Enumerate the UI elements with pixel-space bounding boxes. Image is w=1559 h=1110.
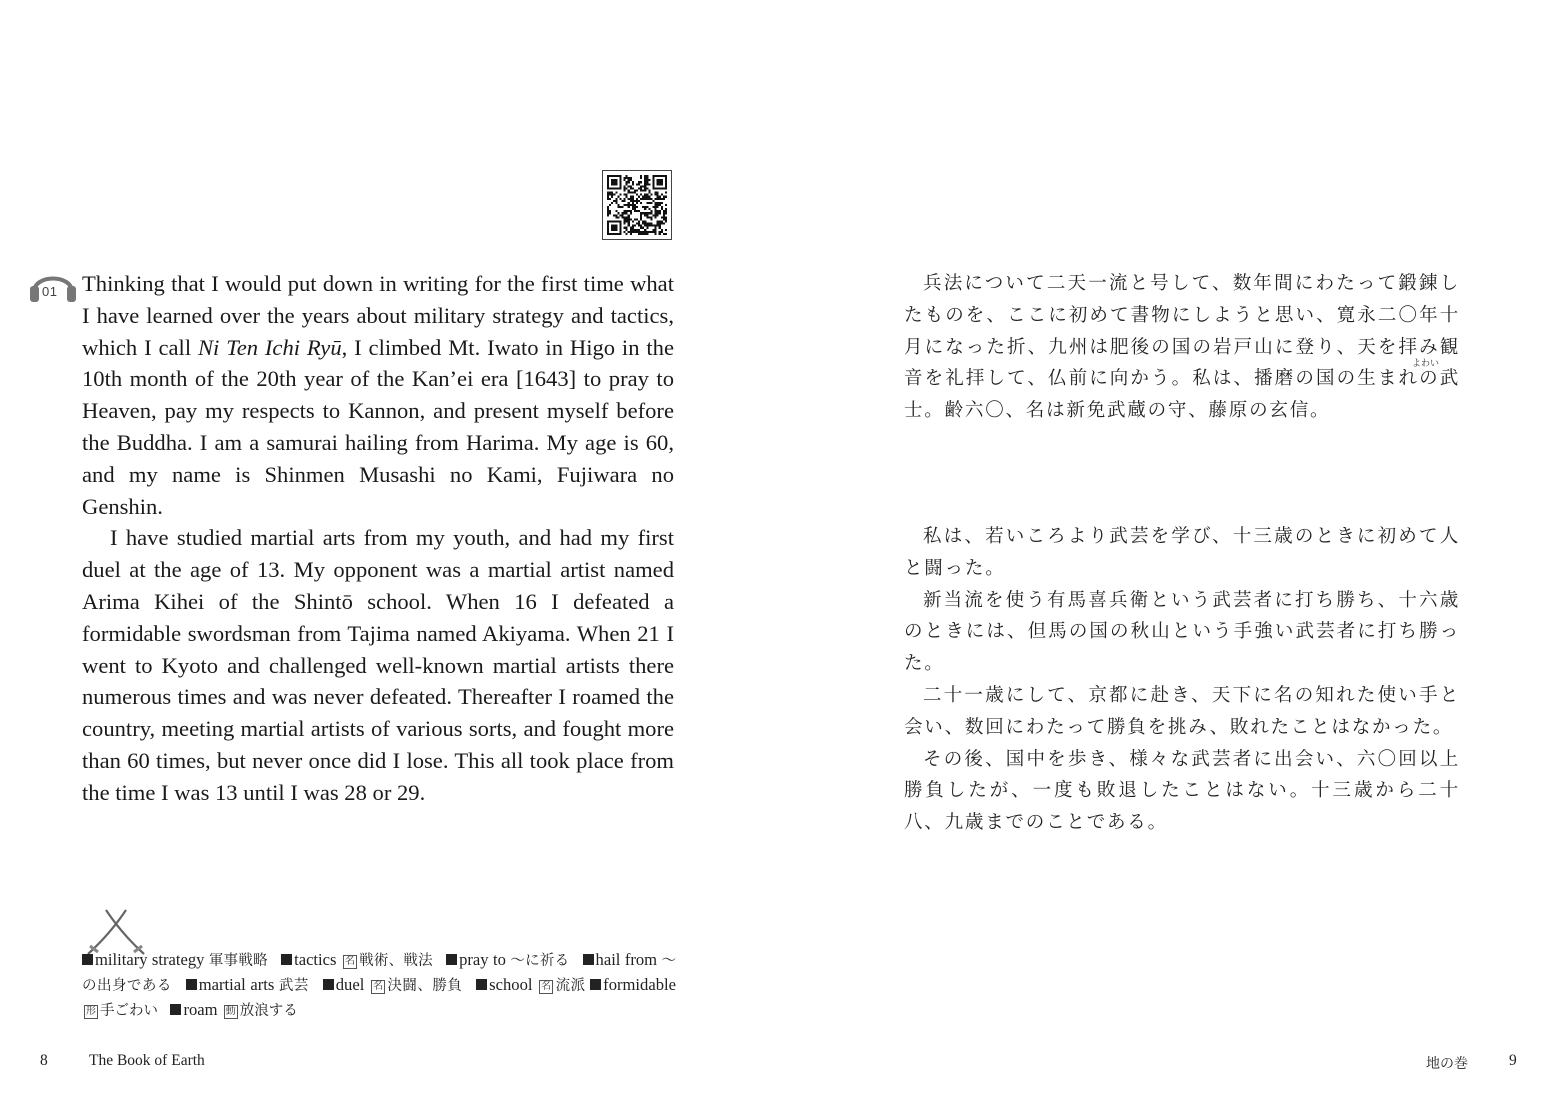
left-page-number: 8 (40, 1052, 48, 1069)
vocab-item: pray to ～に祈る (446, 950, 569, 969)
japanese-paragraph-2: 私は、若いころより武芸を学び、十三歳のときに初めて人と闘った。 (904, 526, 1460, 579)
part-of-speech-badge: 動 (225, 1006, 236, 1017)
english-paragraph-2: I have studied martial arts from my youth, and had my first duel at the age of 13. My opponent was a martial artist named Arima Kihei of the Shintō school. When 16 I defeated a formidable swordsman from Tajima named Akiyama. When 21 I went to Kyoto and challenged well-known martial artists there numerous times and was never defeated. Thereafter I roamed the country, meeting martial artists of various sorts, and fought more than 60 times, but never once did I lose. This all took place from the time I was 13 until I was 28 or 29. (82, 525, 674, 805)
bullet-square-icon (446, 954, 457, 965)
part-of-speech-badge: 名 (541, 981, 552, 992)
bullet-square-icon (476, 979, 487, 990)
bullet-square-icon (281, 954, 292, 965)
japanese-paragraph-1: 兵法について二天一流と号して、数年間にわたって鍛錬したものを、ここに初めて書物にしようと思い、寛永二〇年十月になった折、九州は肥後の国の岩戸山に登り、天を拝み観音を礼拝して、仏前に向かう。私は、播磨の国の生まれの武士。齢六〇、名は新免武蔵の守、藤原の玄信。 (904, 273, 1460, 422)
english-text (82, 268, 674, 809)
audio-headphone-icon[interactable] (28, 262, 78, 304)
furigana-ruby: よわい (1412, 358, 1440, 368)
part-of-speech-badge: 名 (344, 956, 355, 967)
bullet-square-icon (583, 954, 594, 965)
japanese-paragraph-4: 二十一歳にして、京都に赴き、天下に名の知れた使い手と会い、数回にわたって勝負を挑み、敗れたことはなかった。 (904, 684, 1460, 738)
bullet-square-icon (186, 979, 197, 990)
qr-code-icon[interactable] (602, 170, 672, 240)
part-of-speech-badge: 形 (86, 1006, 96, 1017)
right-running-title: 地の巻 (1426, 1056, 1468, 1072)
japanese-paragraph-3: 新当流を使う有馬喜兵衛という武芸者に打ち勝ち、十六歳のときには、但馬の国の秋山という手強い武芸者に打ち勝った。 (904, 589, 1460, 675)
vocab-item: roam 動 放浪する (170, 1000, 297, 1019)
italic-term: Ni Ten Ichi Ryū (197, 334, 342, 360)
vocab-item: martial arts 武芸 (186, 975, 309, 994)
vocab-item: formidable 形 手ごわい (86, 975, 676, 1019)
part-of-speech-badge: 名 (372, 981, 383, 992)
bullet-square-icon (170, 1004, 181, 1015)
bullet-square-icon (323, 979, 334, 990)
bullet-square-icon (590, 979, 601, 990)
vocabulary-glossary (82, 948, 676, 1023)
left-running-title: The Book of Earth (89, 1052, 205, 1069)
vocab-item: military strategy 軍事戦略 (82, 950, 268, 969)
vocab-item: hail from ～の出身である (82, 950, 676, 994)
japanese-text-block-2 (904, 521, 1460, 839)
japanese-paragraph-5: その後、国中を歩き、様々な武芸者に出会い、六〇回以上勝負したが、一度も敗退したことはない。十三歳から二十八、九歳までのことである。 (904, 748, 1460, 834)
english-paragraph-1: Thinking that I would put down in writing for the first time what I have learned over the years about military strategy and tactics, which I call Ni Ten Ichi Ryū, I climbed Mt. Iwato in Higo in the 10th month of the 20th year of the Kan’ei era [1643] to pray to Heaven, pay my respects to Kannon, and present myself before the Buddha. I am a samurai hailing from Harima. My age is 60, and my name is Shinmen Musashi no Kami, Fujiwara no Genshin. (82, 271, 674, 519)
right-page-number: 9 (1509, 1052, 1517, 1069)
vocab-item: tactics 名 戦術、戦法 (281, 950, 433, 969)
japanese-text-block-1 (904, 268, 1460, 427)
audio-track-number: 01 (42, 284, 58, 299)
vocab-item: school 名 流派 (476, 975, 585, 994)
bullet-square-icon (82, 954, 93, 965)
vocab-item: duel 名 決闘、勝負 (323, 975, 463, 994)
